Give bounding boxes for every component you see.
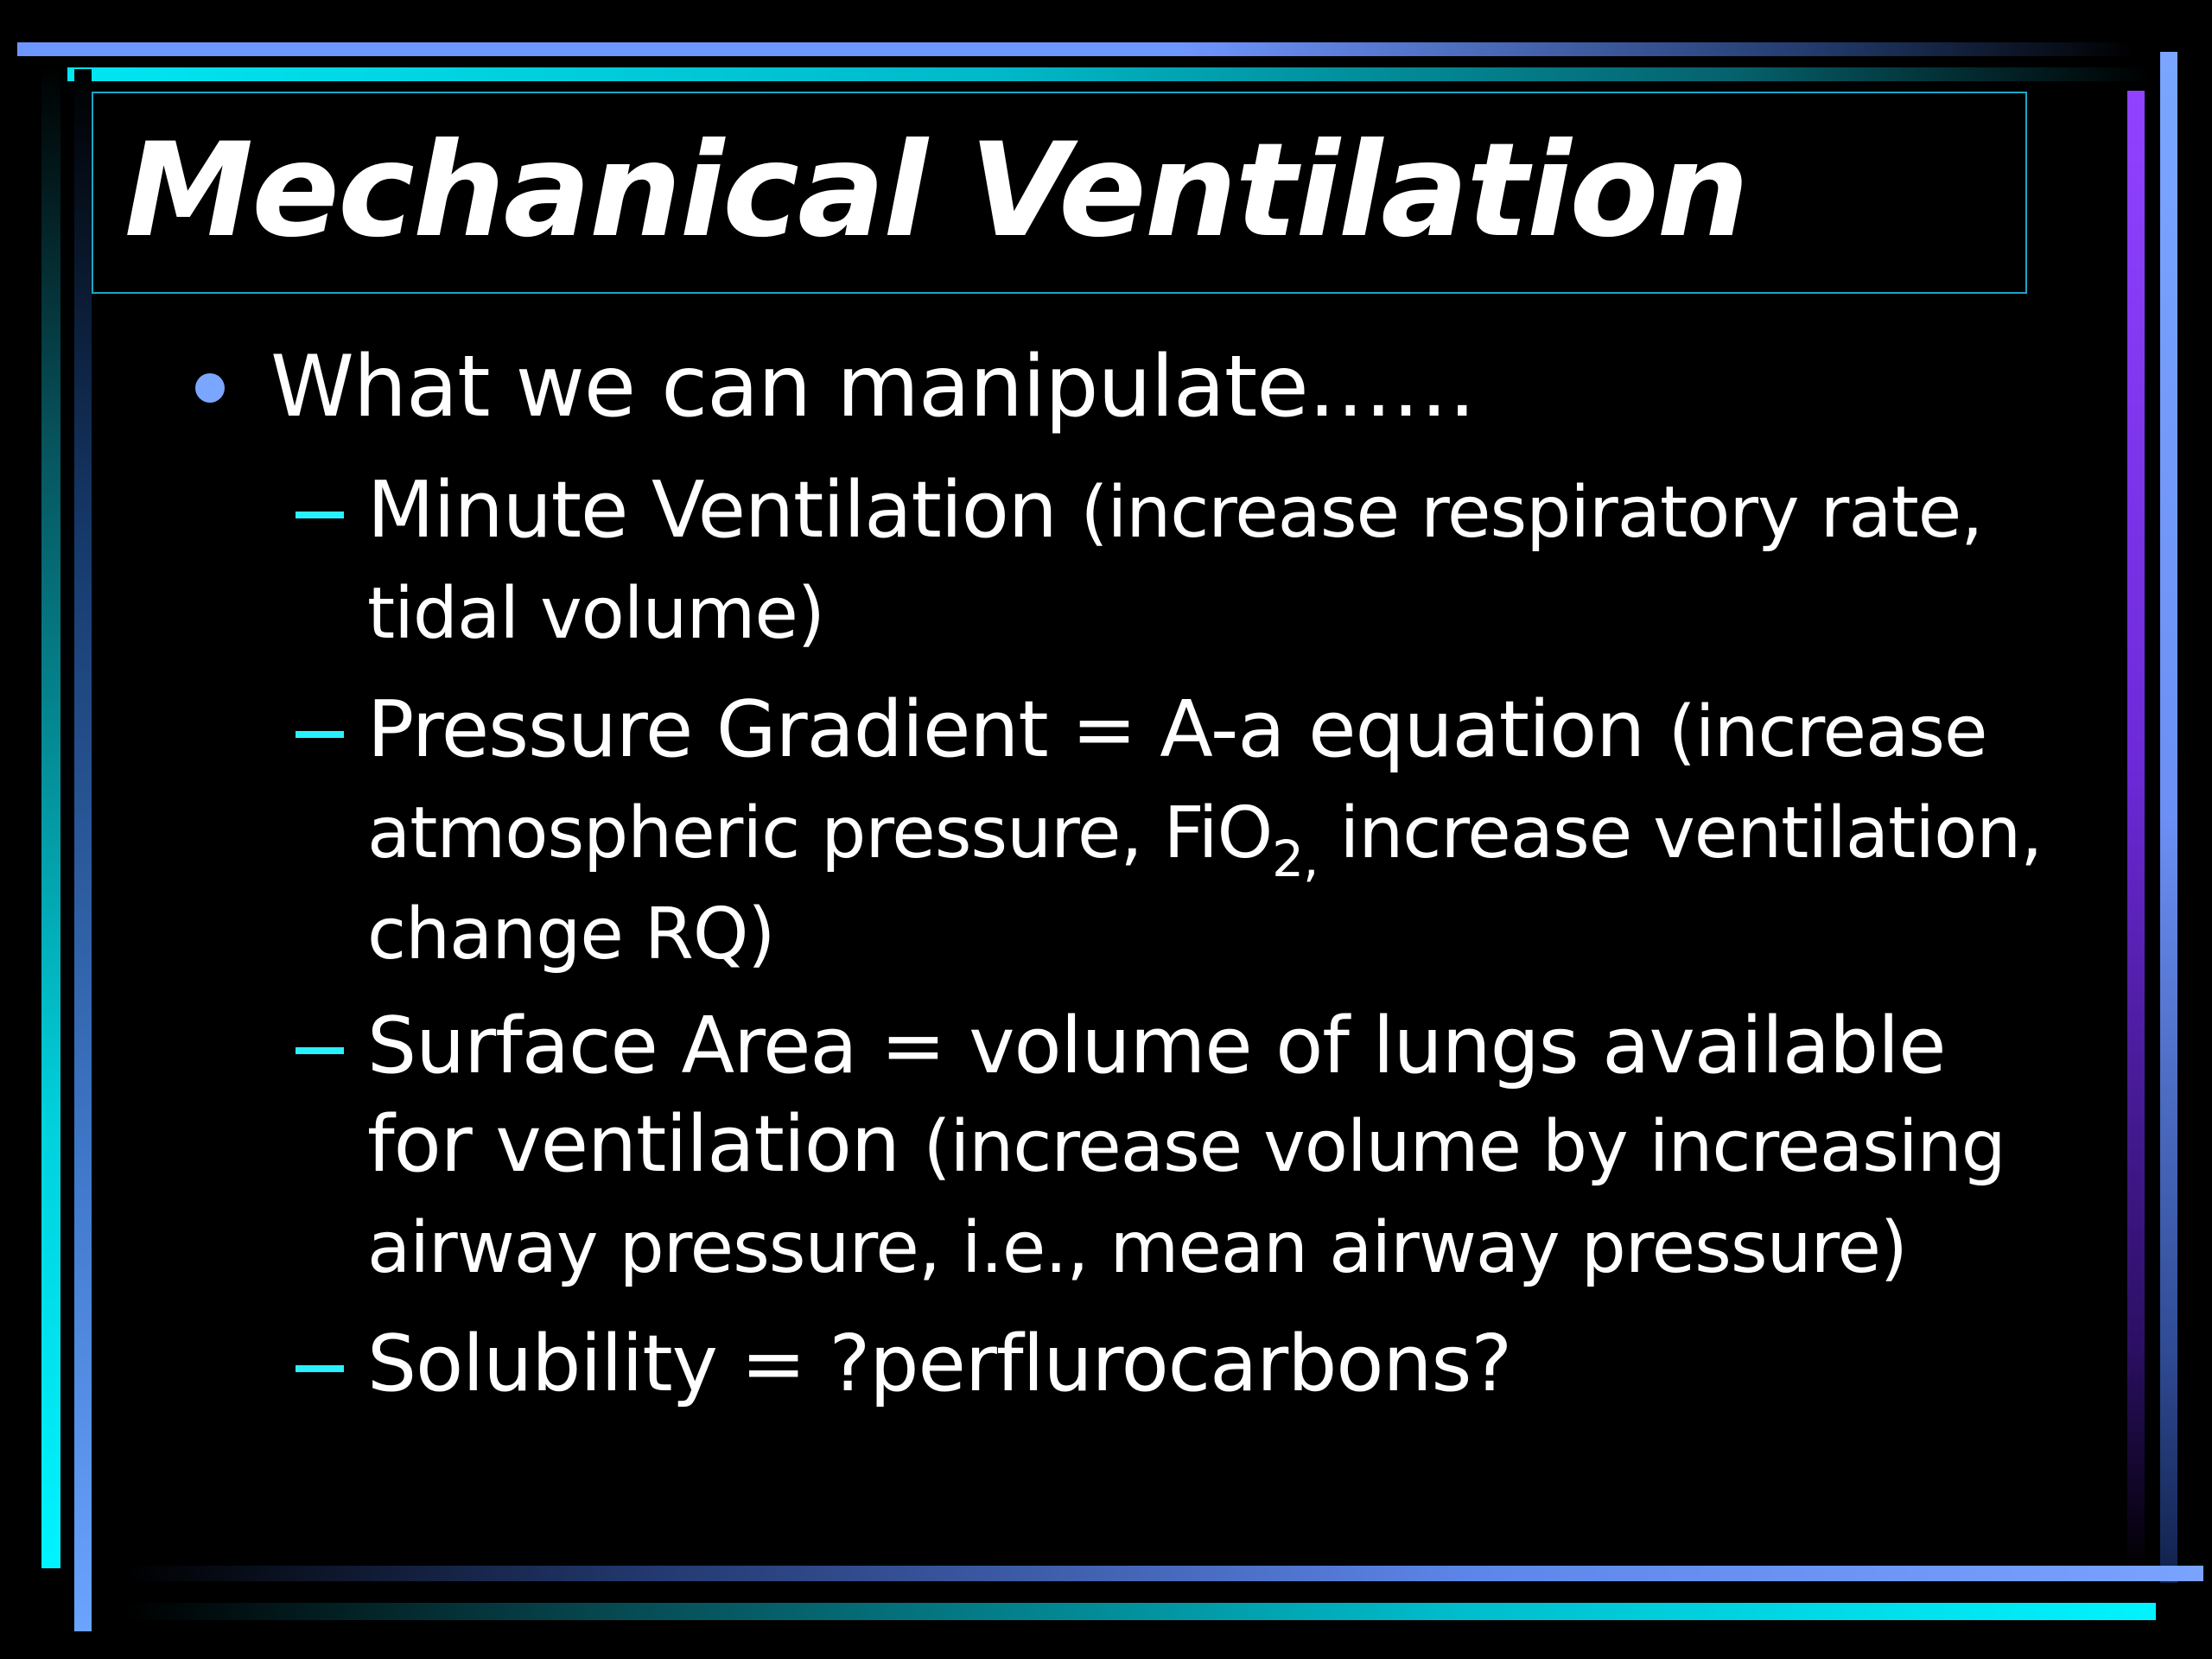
slide-title: Mechanical Ventilation	[124, 116, 1748, 266]
list-item-minute-ventilation	[367, 461, 2044, 664]
frame-bar-left-outer	[41, 65, 60, 1568]
frame-bar-top-outer	[17, 42, 2134, 56]
list-item-surface-area	[367, 997, 2044, 1298]
item-main-text: Solubility = ?perflurocarbons?	[367, 1319, 1512, 1409]
frame-bar-top-inner	[67, 67, 2150, 81]
item-paren-text-end: increase ventilation, change RQ)	[367, 792, 2043, 976]
item-main-text: Pressure Gradient = A-a equation	[367, 684, 1645, 775]
frame-bar-bottom-outer	[125, 1603, 2156, 1620]
frame-bar-bottom-inner	[125, 1566, 2203, 1581]
item-paren-text: (increase atmospheric pressure, FiO	[367, 691, 1987, 874]
bullet-text: What we can manipulate……	[270, 338, 1476, 436]
dash-icon	[296, 1047, 344, 1054]
dash-icon	[296, 512, 344, 518]
frame-bar-right-inner	[2127, 91, 2145, 1573]
item-main-text: Minute Ventilation	[367, 465, 1057, 556]
frame-bar-left-inner	[74, 69, 92, 1631]
item-paren-text: (increase volume by increasing airway pressure, i.e., mean airway pressure)	[367, 1106, 2005, 1289]
item-paren-text: (increase respiratory rate, tidal volume)	[367, 472, 1983, 655]
dash-icon	[296, 1365, 344, 1372]
title-box	[92, 92, 2027, 294]
list-item-solubility	[367, 1315, 2044, 1414]
frame-bar-right-outer	[2160, 52, 2177, 1583]
item-subscript: 2,	[1272, 830, 1319, 888]
dash-icon	[296, 731, 344, 738]
bullet-dot-icon	[195, 373, 225, 403]
item-main-text: Surface Area = volume of lungs available for ventilation	[367, 1001, 1946, 1190]
list-item-pressure-gradient	[367, 681, 2044, 984]
